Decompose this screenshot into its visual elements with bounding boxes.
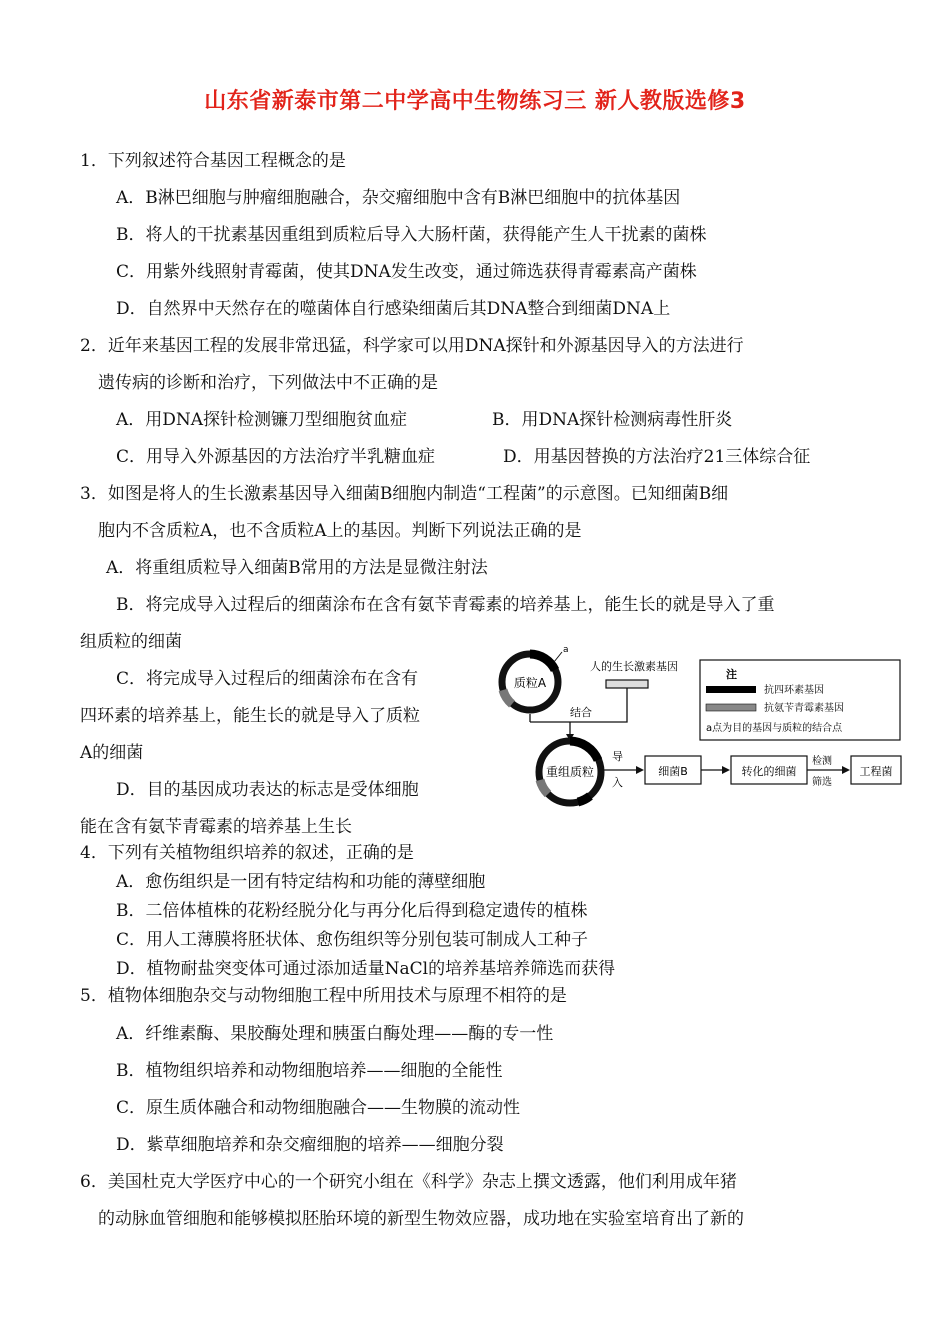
q2-option-d: D．用基因替换的方法治疗21三体综合征 [503, 447, 811, 467]
q3-option-b-line1: B．将完成导入过程后的细菌涂布在含有氨苄青霉素的培养基上，能生长的就是导入了重 [116, 595, 775, 615]
import-label-char1: 导 [612, 750, 623, 763]
growth-hormone-gene-label: 人的生长激素基因 [590, 660, 678, 673]
q3-stem-line1: 3．如图是将人的生长激素基因导入细菌B细胞内制造“工程菌”的示意图。已知细菌B细 [80, 484, 729, 504]
q2-option-b: B．用DNA探针检测病毒性肝炎 [492, 410, 733, 430]
q2-stem-line2: 遗传病的诊断和治疗，下列做法中不正确的是 [98, 373, 438, 393]
q5-stem: 5．植物体细胞杂交与动物细胞工程中所用技术与原理不相符的是 [80, 986, 567, 1006]
q5-option-d: D．紫草细胞培养和杂交瘤细胞的培养——细胞分裂 [116, 1135, 504, 1155]
q3-option-c-line1: C．将完成导入过程后的细菌涂布在含有 [116, 669, 419, 689]
q4-stem: 4．下列有关植物组织培养的叙述，正确的是 [80, 843, 414, 863]
q6-stem-line2: 的动脉血管细胞和能够模拟胚胎环境的新型生物效应器，成功地在实验室培育出了新的 [98, 1209, 744, 1229]
engineered-bacteria-label: 工程菌 [859, 765, 893, 778]
q3-option-a: A．将重组质粒导入细菌B常用的方法是显微注射法 [106, 558, 488, 578]
legend-tetracycline-label: 抗四环素基因 [764, 685, 824, 696]
q2-stem-line1: 2．近年来基因工程的发展非常迅猛，科学家可以用DNA探针和外源基因导入的方法进行 [80, 336, 744, 356]
q4-option-b: B．二倍体植株的花粉经脱分化与再分化后得到稳定遗传的植株 [116, 901, 588, 921]
q1-option-d: D．自然界中天然存在的噬菌体自行感染细菌后其DNA整合到细菌DNA上 [116, 299, 671, 319]
q2-option-c: C．用导入外源基因的方法治疗半乳糖血症 [116, 447, 436, 467]
q1-option-b: B．将人的干扰素基因重组到质粒后导入大肠杆菌，获得能产生人干扰素的菌株 [116, 225, 707, 245]
import-label-char2: 入 [612, 776, 623, 789]
q3-option-d-line2: 能在含有氨苄青霉素的培养基上生长 [80, 817, 352, 837]
bacteria-b-label: 细菌B [658, 765, 688, 778]
screen-label: 筛选 [812, 777, 832, 788]
q4-option-a: A．愈伤组织是一团有特定结构和功能的薄壁细胞 [116, 872, 486, 892]
plasmid-a [502, 645, 569, 710]
q3-option-d-line1: D．目的基因成功表达的标志是受体细胞 [116, 780, 419, 800]
q1-option-c: C．用紫外线照射青霉菌，使其DNA发生改变，通过筛选获得青霉素高产菌株 [116, 262, 697, 282]
legend-tetracycline-swatch [706, 686, 756, 693]
growth-hormone-gene-segment [606, 680, 648, 688]
q3-option-b-line2: 组质粒的细菌 [80, 632, 182, 652]
legend-title: 注 [726, 668, 737, 681]
legend-ampicillin-swatch [706, 704, 756, 711]
q1-stem: 1．下列叙述符合基因工程概念的是 [80, 151, 346, 171]
diagram-legend [700, 660, 900, 740]
recombinant-plasmid [539, 741, 601, 803]
q5-option-a: A．纤维素酶、果胶酶处理和胰蛋白酶处理——酶的专一性 [116, 1024, 554, 1044]
q5-option-c: C．原生质体融合和动物细胞融合——生物膜的流动性 [116, 1098, 521, 1118]
q4-option-c: C．用人工薄膜将胚状体、愈伤组织等分别包装可制成人工种子 [116, 930, 589, 950]
plasmid-a-label: 质粒A [513, 676, 547, 690]
page-title: 山东省新泰市第二中学高中生物练习三 新人教版选修3 [204, 89, 746, 114]
q3-option-c-line2: 四环素的培养基上，能生长的就是导入了质粒 [80, 706, 420, 726]
q1-option-a: A．B淋巴细胞与肿瘤细胞融合，杂交瘤细胞中含有B淋巴细胞中的抗体基因 [116, 188, 681, 208]
marker-a-label: a [563, 645, 569, 655]
legend-ampicillin-label: 抗氨苄青霉素基因 [764, 703, 844, 714]
detect-label: 检测 [812, 756, 832, 767]
q4-option-d: D．植物耐盐突变体可通过添加适量NaCl的培养基培养筛选而获得 [116, 959, 616, 979]
q5-option-b: B．植物组织培养和动物细胞培养——细胞的全能性 [116, 1061, 503, 1081]
combine-label: 结合 [570, 706, 592, 719]
transformed-bacteria-label: 转化的细菌 [741, 765, 797, 778]
q3-option-c-line3: A的细菌 [80, 743, 144, 763]
genetic-engineering-diagram [488, 642, 908, 812]
recombinant-plasmid-label: 重组质粒 [545, 765, 595, 779]
q2-option-a: A．用DNA探针检测镰刀型细胞贫血症 [116, 410, 408, 430]
q3-stem-line2: 胞内不含质粒A，也不含质粒A上的基因。判断下列说法正确的是 [98, 521, 582, 541]
legend-point-a-label: a点为目的基因与质粒的结合点 [706, 723, 843, 734]
q6-stem-line1: 6．美国杜克大学医疗中心的一个研究小组在《科学》杂志上撰文透露，他们利用成年猪 [80, 1172, 737, 1192]
